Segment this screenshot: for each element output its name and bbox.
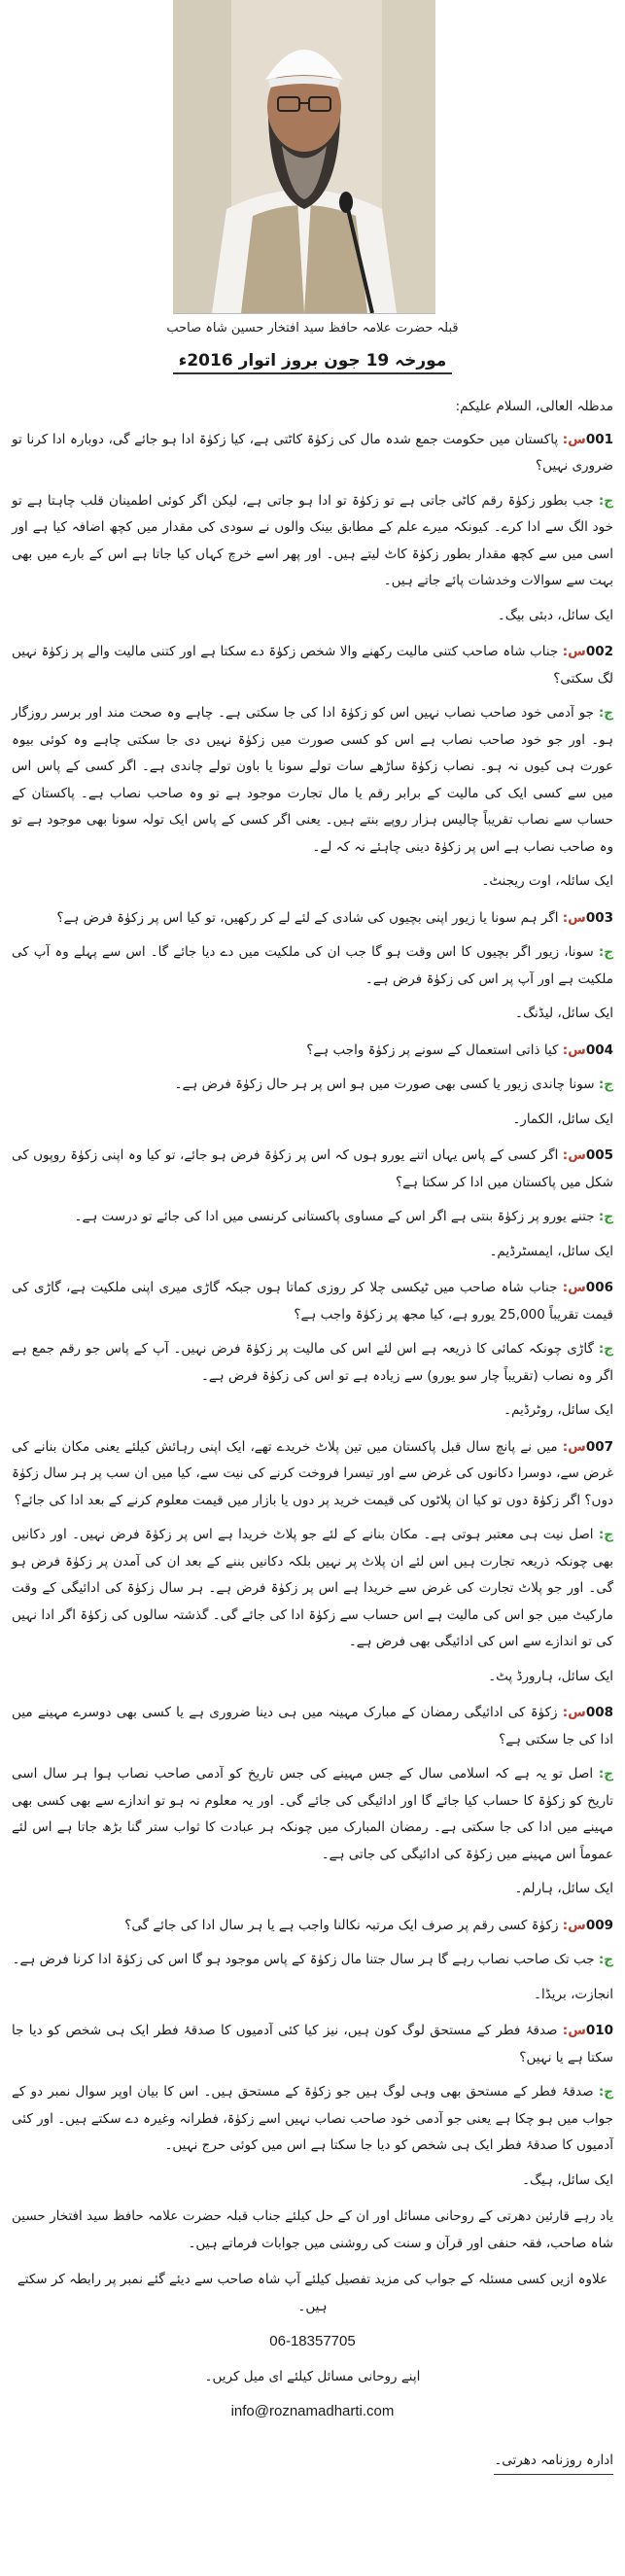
question-label: س: bbox=[562, 1438, 586, 1455]
question-text: جناب شاہ صاحب میں ٹیکسی چلا کر روزی کماتا ہوں جبکہ گاڑی میری اپنی ملکیت ہے، گاڑی کی قیمت تقریباً 25,000 یورو ہے، کیا مجھ پر زکوٰۃ واجب ہے؟ bbox=[12, 1280, 613, 1323]
question-number: 001 bbox=[585, 431, 613, 447]
question-label: س: bbox=[562, 1917, 586, 1933]
asker: ایک سائل، ہیگ۔ bbox=[522, 2171, 613, 2188]
article-body bbox=[12, 394, 613, 2483]
answer-text: اصل نیت ہی معتبر ہوتی ہے۔ مکان بنانے کے لئے جو پلاٹ خریدا ہے اس پر زکوٰۃ فرض نہیں۔ اور دکانیں بھی چونکہ ذریعہ تجارت ہیں اس لئے ان پلاٹ پر نہیں بلکہ دکانیں بننے کے بعد ان کی آمدن پر زکوٰۃ فرض ہو گی۔ اور جو پلاٹ تجارت کی غرض سے خریدا ہے اس پر زکوٰۃ فرض ہے۔ ہر سال زکوٰۃ کی ادائیگی کے وقت مارکیٹ میں جو اس کی مالیت ہے اس حساب سے زکوٰۃ ادا کی جائے گی۔ گذشتہ سالوں کی زکوٰۃ اگر ادا نہیں کی تو اندازے سے اس کی ادائیگی بھی فرض ہے۔ bbox=[12, 1527, 613, 1649]
portrait-illustration bbox=[173, 0, 435, 313]
question-label: س: bbox=[562, 1147, 586, 1163]
answer-text: جو آدمی خود صاحب نصاب نہیں اس کو زکوٰۃ ادا کی جا سکتی ہے۔ چاہے وہ صحت مند اور برسر روزگار ہو۔ اور جو خود صاحب نصاب ہے اس کو کسی صورت میں زکوٰۃ نہیں دی جا سکتی چاہے وہ کوئی بیوہ عورت ہی کیوں نہ ہو۔ نصاب زکوٰۃ ساڑھے سات تولے سونا یا باون تولے چاندی ہے۔ اگر کسی کے پاس اس میں سے کسی ایک کی مالیت کے برابر رقم یا مال تجارت موجود ہے تو وہ صاحب نصاب ہے۔ پاکستان کے حساب سے نصاب تقریباً چالیس ہزار روپے بنتے ہیں۔ یعنی اگر کسی کے پاس ایک تولہ سونا بھی موجود ہے تو وہ صاحب نصاب ہے اس پر زکوٰۃ دینی چاہئے نہ کہ لے۔ bbox=[12, 705, 613, 855]
question bbox=[12, 1275, 613, 1328]
question-number: 003 bbox=[585, 909, 613, 926]
email-line bbox=[12, 2364, 613, 2391]
answer bbox=[12, 700, 613, 861]
asker: ایک سائل، لیڈنگ۔ bbox=[515, 1006, 613, 1021]
question-label: س: bbox=[562, 1041, 586, 1058]
question-text: پاکستان میں حکومت جمع شدہ مال کی زکوٰۃ کاٹتی ہے، کیا زکوٰۃ ادا ہو جائے گی، دوبارہ ادا کرنا تو ضروری نہیں؟ bbox=[12, 431, 613, 474]
answer-text: سونا، زیور اگر بچیوں کا اس وقت ہو گا جب ان کی ملکیت میں دے دیا جائے گا۔ اس سے پہلے وہ آپ کی ملکیت ہے اور آپ پر اس کی زکوٰۃ فرض ہے۔ bbox=[12, 944, 613, 987]
asker: ایک سائل، روٹرڈیم۔ bbox=[503, 1402, 613, 1418]
phone-line bbox=[12, 2328, 613, 2356]
answer-text: صدقۂ فطر کے مستحق بھی وہی لوگ ہیں جو زکوٰۃ کے مستحق ہیں۔ اس کا بیان اوپر سوال نمبر دو کے جواب میں ہو چکا ہے یعنی جو آدمی خود صاحب نصاب نہیں اسے زکوٰۃ، فطرانہ وغیرہ دے سکتے ہیں۔ اور کئی آدمیوں کا صدقۂ فطر ایک ہی شخص کو دیا جا سکتا ہے اس میں کوئی حرج نہیں۔ bbox=[12, 2084, 613, 2153]
question-number: 006 bbox=[585, 1280, 613, 1295]
answer-label: ج: bbox=[598, 2084, 613, 2100]
asker: ایک سائل، ایمسٹرڈیم۔ bbox=[489, 1243, 613, 1259]
answer bbox=[12, 488, 613, 595]
asker: ایک سائل، ہارلم۔ bbox=[514, 1881, 613, 1896]
question bbox=[12, 1434, 613, 1515]
question-number: 002 bbox=[585, 644, 613, 659]
question bbox=[12, 639, 613, 692]
answer-label: ج: bbox=[598, 1766, 614, 1782]
asker: ایک سائل، الکمار۔ bbox=[512, 1111, 613, 1127]
answer-label: ج: bbox=[598, 492, 613, 509]
email-address[interactable]: info@roznamadharti.com bbox=[230, 2403, 395, 2419]
signoff: ادارہ روزنامہ دھرتی۔ bbox=[494, 2448, 613, 2476]
question bbox=[12, 1700, 613, 1753]
question-label: س: bbox=[562, 2023, 586, 2038]
question bbox=[12, 2018, 613, 2071]
answer-text: گاڑی چونکہ کمائی کا ذریعہ ہے اس لئے اس کی مالیت پر زکوٰۃ فرض نہیں۔ آپ کے پاس جو رقم جمع ہے اگر وہ نصاب (تقریباً چار سو یورو) سے زیادہ ہے تو اس کی زکوٰۃ فرض ہے۔ bbox=[12, 1341, 613, 1384]
qa-list bbox=[12, 427, 613, 2195]
phone-number[interactable]: 06-18357705 bbox=[269, 2333, 356, 2349]
question bbox=[12, 905, 613, 933]
answer bbox=[12, 1336, 613, 1390]
asker: ایک سائلہ، اوت ریجنٹ۔ bbox=[481, 873, 613, 889]
email-address-line bbox=[12, 2398, 613, 2426]
question-text: کیا ذاتی استعمال کے سونے پر زکوٰۃ واجب ہے؟ bbox=[306, 1041, 559, 1058]
closing-note: یاد رہے قارئین دھرتی کے روحانی مسائل اور ان کے حل کیلئے جناب قبلہ حضرت علامہ حافظ سید افتخار حسین شاہ صاحب، فقہ حنفی اور قرآن و سنت کی روشنی میں جوابات فرماتے ہیں۔ bbox=[12, 2208, 613, 2251]
answer-label: ج: bbox=[598, 944, 613, 960]
question bbox=[12, 1038, 613, 1065]
article-date bbox=[0, 350, 625, 371]
contact-block bbox=[12, 2267, 613, 2426]
question-text: اگر کسی کے پاس یہاں اتنے یورو ہوں کہ اس پر زکوٰۃ فرض ہو جائے، تو کیا وہ اپنی زکوٰۃ روپوں کی شکل میں پاکستان میں ادا کر سکتا ہے؟ bbox=[12, 1147, 613, 1190]
answer bbox=[12, 1204, 613, 1231]
question-label: س: bbox=[562, 1705, 586, 1720]
photo-caption: قبلہ حضرت علامہ حافظ سید افتخار حسین شاہ صاحب bbox=[166, 321, 459, 335]
question-text: صدقۂ فطر کے مستحق لوگ کون ہیں، نیز کیا کئی آدمیوں کا صدقۂ فطر ایک ہی شخص کو دیا جا سکتا ہے یا نہیں؟ bbox=[12, 2023, 613, 2065]
answer bbox=[12, 2079, 613, 2160]
answer-text: اصل تو یہ ہے کہ اسلامی سال کے جس مہینے کی جس تاریخ کو آدمی صاحب نصاب ہوا ہر سال اسی تاریخ کو زکوٰۃ کا حساب کیا جائے گا اور ادائیگی کی جائے گی۔ اور یہ معلوم نہ ہو تو اندازے سے بھی کسی بھی مہینے میں ادا کی جا سکتی ہے۔ رمضان المبارک میں چونکہ ہر عبادت کا ثواب ستر گنا بڑھ جاتا ہے اس لئے عموماً اس مہینے میں زکوٰۃ کی ادائیگی کی جاتی ہے۔ bbox=[12, 1766, 613, 1862]
answer-text: جب بطور زکوٰۃ رقم کاٹی جاتی ہے تو زکوٰۃ تو ادا ہو جاتی ہے، لیکن اگر کوئی اطمینان قلب چاہتا ہے تو خود الگ سے ادا کرے۔ کیونکہ میرے علم کے مطابق بینک والوں نے سودی کی مقدار میں کچھ اضافہ کیا ہے اور اسی میں سے کچھ مقدار بطور زکوٰۃ کاٹ لیتے ہیں۔ اور پھر اسے خرچ کہاں کیا جاتا ہے اس کے بارے میں بھی بہت سے سوالات وخدشات پائے جاتے ہیں۔ bbox=[12, 492, 613, 588]
question-label: س: bbox=[562, 909, 586, 926]
answer-text: جب تک صاحب نصاب رہے گا ہر سال جتنا مال زکوٰۃ کے پاس موجود ہو گا اس کی زکوٰۃ ادا کرنا فرض ہے۔ bbox=[12, 1952, 595, 1967]
date-text: مورخہ 19 جون بروز اتوار 2016ء bbox=[173, 351, 453, 374]
answer-label: ج: bbox=[598, 705, 613, 721]
answer bbox=[12, 1947, 613, 1974]
question-label: س: bbox=[562, 644, 586, 659]
asker: انجازت، بریڈا۔ bbox=[534, 1986, 613, 2002]
question bbox=[12, 1143, 613, 1196]
scholar-photo bbox=[173, 0, 435, 314]
answer bbox=[12, 939, 613, 993]
question-label: س: bbox=[562, 431, 586, 447]
question-text: اگر ہم سونا یا زیور اپنی بچیوں کی شادی کے لئے لے کر رکھیں، تو کیا اس پر زکوٰۃ فرض ہے؟ bbox=[56, 909, 559, 926]
question-number: 009 bbox=[585, 1917, 613, 1933]
answer-label: ج: bbox=[598, 1952, 613, 1967]
asker: ایک سائل، ہارورڈ پٹ۔ bbox=[488, 1668, 613, 1684]
question-number: 004 bbox=[585, 1041, 613, 1058]
answer-label: ج: bbox=[598, 1341, 613, 1357]
question-text: میں نے پانچ سال قبل پاکستان میں تین پلاٹ خریدے تھے، ایک اپنی رہائش کیلئے یعنی مکان بنانے کی غرض سے، دوسرا دکانوں کی غرض سے اور تیسرا فروخت کرنے کی نیت سے، کیا میں ان سب پر ہر سال زکوٰۃ دوں؟ اگر زکوٰۃ دوں تو کیا ان پلاٹوں کی قیمت خرید پر دوں یا بازار میں قیمت معلوم کرنے کے بعد ادا کی جائے؟ bbox=[12, 1438, 613, 1508]
email-intro: اپنے روحانی مسائل کیلئے ای میل کریں۔ bbox=[204, 2368, 421, 2384]
answer-label: ج: bbox=[598, 1527, 613, 1542]
answer-text: جتنے یورو پر زکوٰۃ بنتی ہے اگر اس کے مساوی پاکستانی کرنسی میں ادا کی جائے تو درست ہے۔ bbox=[74, 1209, 595, 1224]
greeting: مدظلہ العالی، السلام علیکم: bbox=[455, 399, 613, 414]
contact-intro: علاوہ ازیں کسی مسئلہ کے جواب کی مزید تفصیل کیلئے آپ شاہ صاحب سے دیئے گئے نمبر پر رابطہ کر سکتے ہیں۔ bbox=[17, 2272, 608, 2314]
answer bbox=[12, 1072, 613, 1099]
question-label: س: bbox=[562, 1280, 586, 1295]
answer-label: ج: bbox=[598, 1076, 613, 1092]
question-number: 010 bbox=[585, 2023, 614, 2038]
question-text: زکوٰۃ کی ادائیگی رمضان کے مبارک مہینہ میں ہی دینا ضروری ہے یا کسی بھی دوسرے مہینے میں ادا کی جا سکتی ہے؟ bbox=[12, 1705, 613, 1747]
asker: ایک سائل، دبئی بیگ۔ bbox=[497, 607, 613, 623]
question-number: 007 bbox=[585, 1438, 613, 1455]
question-number: 005 bbox=[585, 1147, 614, 1163]
answer-text: سونا چاندی زیور یا کسی بھی صورت میں ہو اس پر ہر حال زکوٰۃ فرض ہے۔ bbox=[174, 1076, 595, 1092]
question-text: زکوٰۃ کسی رقم پر صرف ایک مرتبہ نکالنا واجب ہے یا ہر سال ادا کی جائے گی؟ bbox=[124, 1917, 559, 1933]
question-text: جناب شاہ صاحب کتنی مالیت رکھنے والا شخص زکوٰۃ دے سکتا ہے اور کتنی مالیت والے پر زکوٰۃ نہیں لگ سکتی؟ bbox=[12, 644, 613, 687]
answer-label: ج: bbox=[598, 1209, 613, 1224]
answer bbox=[12, 1522, 613, 1656]
answer bbox=[12, 1761, 613, 1868]
question bbox=[12, 427, 613, 480]
question bbox=[12, 1913, 613, 1940]
question-number: 008 bbox=[585, 1705, 613, 1720]
